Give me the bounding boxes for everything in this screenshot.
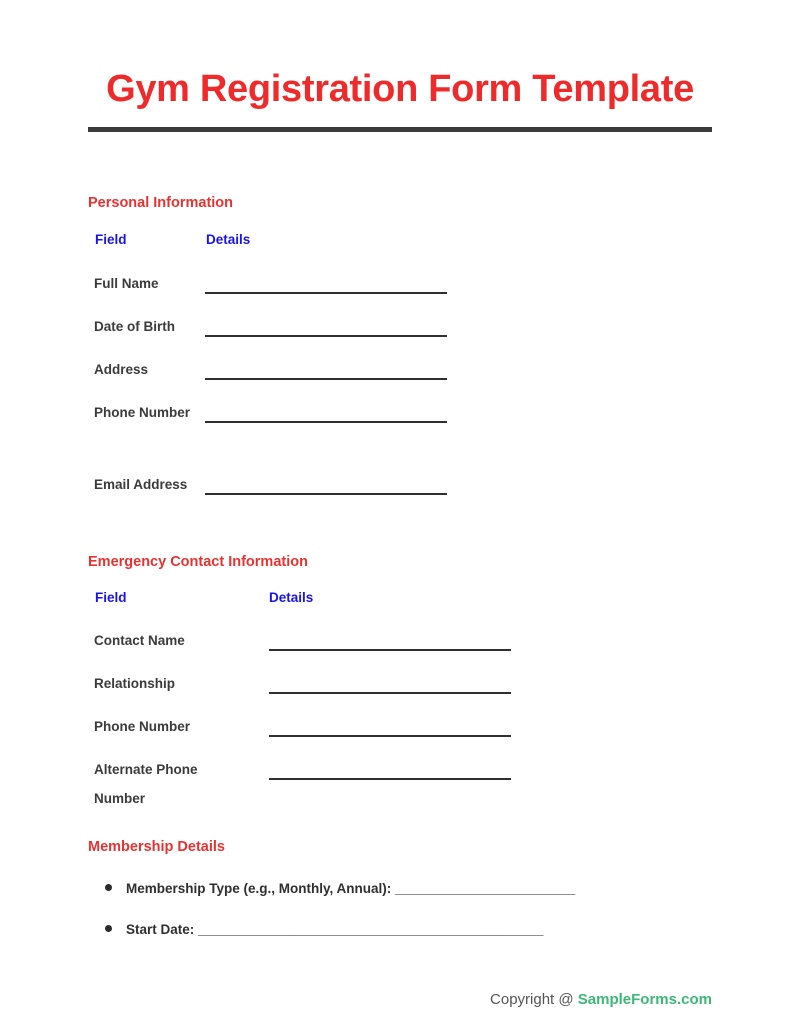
field-label-address: Address [94,362,149,377]
field-label-phone-number: Phone Number [94,405,191,420]
section-heading-membership-details: Membership Details [88,839,225,855]
bullet-icon [105,925,112,932]
section-heading-personal-information: Personal Information [88,195,234,211]
column-header-field-personal: Field [95,232,127,247]
input-line-date-of-birth[interactable] [205,335,447,337]
input-line-alternate-phone-number[interactable] [269,778,511,780]
input-line-contact-name[interactable] [269,649,511,651]
input-line-address[interactable] [205,378,447,380]
input-line-relationship[interactable] [269,692,511,694]
title-divider [88,127,712,132]
input-line-email-address[interactable] [205,493,447,495]
input-line-phone-number[interactable] [205,421,447,423]
list-item [105,881,575,896]
field-label-contact-name: Contact Name [94,633,185,648]
footer-copyright [490,991,712,1008]
bullet-icon [105,884,112,891]
section-heading-emergency-contact-information: Emergency Contact Information [88,554,308,570]
footer-brand-link[interactable]: SampleForms.com [577,991,712,1008]
field-label-relationship: Relationship [94,676,176,691]
start-date-line[interactable]: Start Date: ______________________________________________ [126,922,544,937]
column-header-details-emergency: Details [269,590,314,605]
input-line-full-name[interactable] [205,292,447,294]
column-header-details-personal: Details [206,232,251,247]
field-label-alternate-phone-number: Alternate Phone Number [94,762,198,806]
field-label-date-of-birth: Date of Birth [94,319,175,334]
list-item [105,922,543,937]
field-label-email-address: Email Address [94,477,188,492]
page-title: Gym Registration Form Template [106,68,694,110]
field-label-emergency-phone-number: Phone Number [94,719,191,734]
membership-type-line[interactable]: Membership Type (e.g., Monthly, Annual): ________________________ [126,881,576,896]
field-label-full-name: Full Name [94,276,159,291]
footer-copyright-text: Copyright @ [490,991,578,1008]
input-line-emergency-phone-number[interactable] [269,735,511,737]
column-header-field-emergency: Field [95,590,127,605]
